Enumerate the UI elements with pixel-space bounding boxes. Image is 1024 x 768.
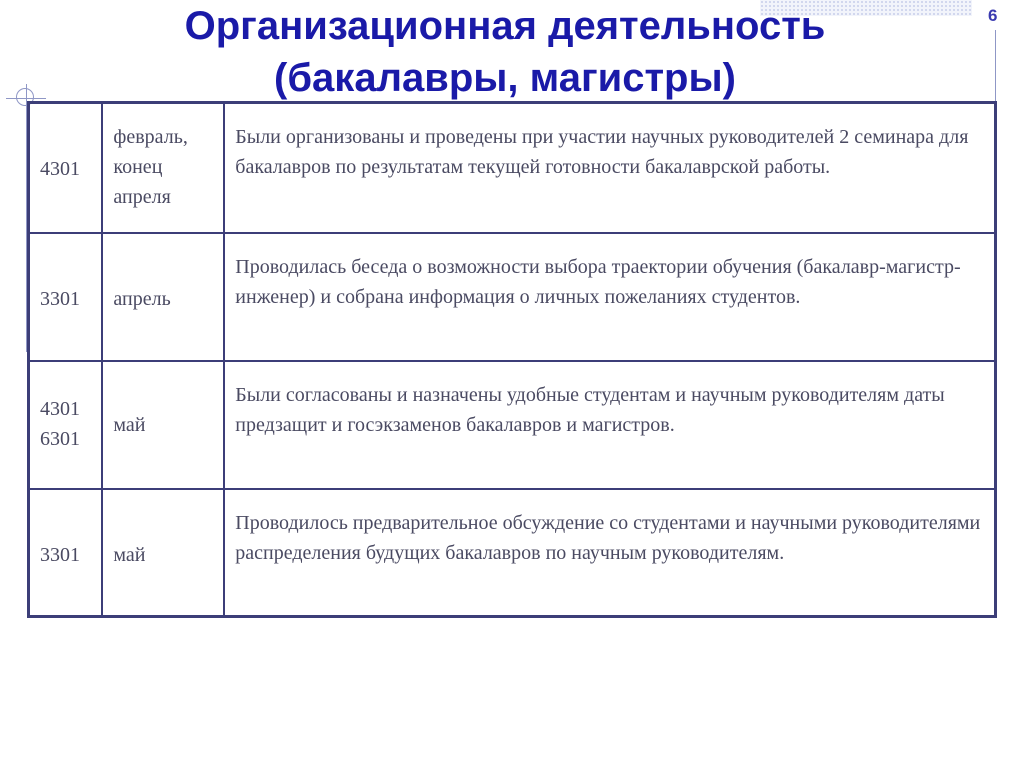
course-code: 3301 [40,287,80,310]
description-cell: Проводилось предварительное обсуждение со студентами и научными руководителями распределения будущих бакалавров по научным руководителям. [224,489,995,617]
date-cell [102,233,224,361]
activities-table [27,101,997,618]
date-cell [102,489,224,617]
page-number: 6 [988,6,998,25]
slide-title [70,0,940,104]
course-code: 4301 [40,397,80,420]
course-code-cell [29,489,103,617]
table-row [29,103,996,233]
slide-title-line-2: (бакалавры, магистры) [274,56,736,100]
date-cell [102,361,224,489]
date-line: май [113,413,146,436]
course-code: 6301 [40,427,80,450]
course-code: 4301 [40,158,80,180]
table-row [29,361,996,489]
slide-title-line-1: Организационная деятельность [184,4,826,48]
course-code-cell [29,103,103,233]
course-code: 3301 [40,543,80,566]
date-line: май [113,543,146,566]
table-row [29,233,996,361]
description-cell: Проводилась беседа о возможности выбора траектории обучения (бакалавр-магистр-инженер) и собрана информация о личных пожеланиях студентов. [224,233,995,361]
description-cell: Были согласованы и назначены удобные студентам и научным руководителям даты предзащит и госэкзаменов бакалавров и магистров. [224,361,995,489]
course-code-cell [29,361,103,489]
description-cell: Были организованы и проведены при участии научных руководителей 2 семинара для бакалавров по результатам текущей готовности бакалаврской работы. [224,103,995,233]
date-line: апреля [113,186,171,208]
course-code-cell [29,233,103,361]
date-line: апрель [113,287,171,310]
date-line: конец [113,156,163,178]
date-line: февраль, [113,126,188,148]
table-row [29,489,996,617]
date-cell [102,103,224,233]
